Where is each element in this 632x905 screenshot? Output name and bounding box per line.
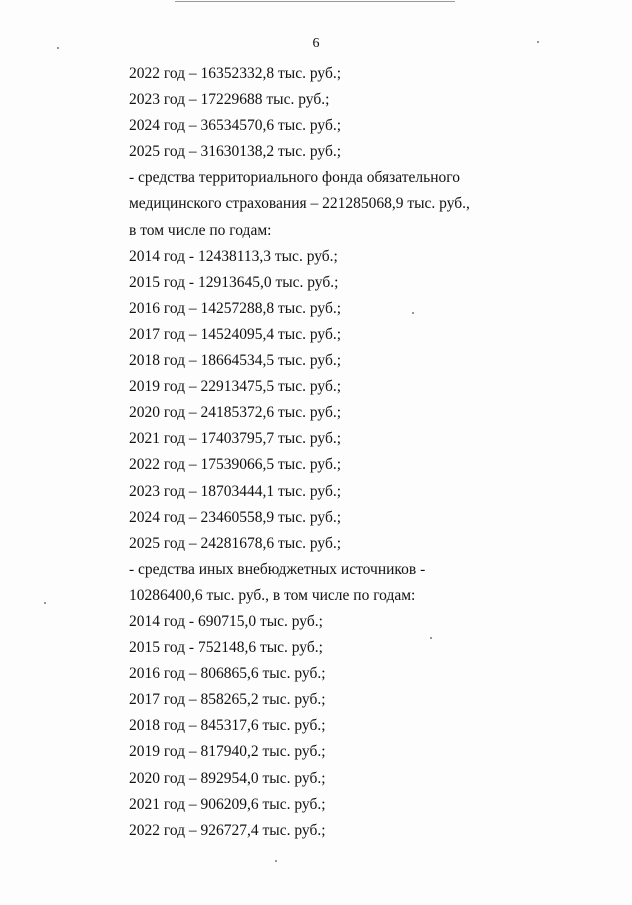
top-scan-edge <box>175 1 455 2</box>
funding-list <box>129 66 569 849</box>
text-line: 2017 год – 858265,2 тыс. руб.; <box>129 691 326 709</box>
text-line: 2020 год – 892954,0 тыс. руб.; <box>129 769 326 787</box>
text-line: 2023 год – 18703444,1 тыс. руб.; <box>129 482 342 500</box>
scan-speck <box>275 860 277 862</box>
text-line: в том числе по годам: <box>129 221 272 239</box>
text-line: 2014 год - 12438113,3 тыс. руб.; <box>129 247 338 265</box>
text-line: 2024 год – 23460558,9 тыс. руб.; <box>129 508 342 526</box>
text-line: 2021 год – 17403795,7 тыс. руб.; <box>129 430 342 448</box>
text-line: медицинского страхования – 221285068,9 тыс. руб., <box>129 195 470 213</box>
text-line: 2025 год – 31630138,2 тыс. руб.; <box>129 143 342 161</box>
scan-speck <box>44 602 46 604</box>
text-line: 2018 год – 18664534,5 тыс. руб.; <box>129 352 342 370</box>
text-line: 2020 год – 24185372,6 тыс. руб.; <box>129 404 342 422</box>
text-line: 2015 год - 12913645,0 тыс. руб.; <box>129 273 339 291</box>
scan-speck <box>537 41 539 43</box>
text-line: 2022 год – 16352332,8 тыс. руб.; <box>129 65 342 82</box>
text-line: 2022 год – 17539066,5 тыс. руб.; <box>129 456 342 474</box>
text-line: 2019 год – 817940,2 тыс. руб.; <box>129 743 326 761</box>
text-line: 2019 год – 22913475,5 тыс. руб.; <box>129 378 342 396</box>
text-line: 2017 год – 14524095,4 тыс. руб.; <box>129 325 342 343</box>
page-number: 6 <box>312 36 320 51</box>
text-line: 2014 год - 690715,0 тыс. руб.; <box>129 612 323 630</box>
scan-speck <box>430 637 432 639</box>
text-line: - средства иных внебюджетных источников - <box>129 560 426 578</box>
text-line: 2025 год – 24281678,6 тыс. руб.; <box>129 534 342 552</box>
text-line: - средства территориального фонда обязательного <box>129 169 460 187</box>
text-line: 2016 год – 14257288,8 тыс. руб.; <box>129 299 342 317</box>
text-line: 2015 год - 752148,6 тыс. руб.; <box>129 639 323 657</box>
text-line: 2022 год – 926727,4 тыс. руб.; <box>129 821 326 839</box>
text-line: 10286400,6 тыс. руб., в том числе по годам: <box>129 586 416 604</box>
text-line: 2024 год – 36534570,6 тыс. руб.; <box>129 117 342 135</box>
scan-speck <box>57 47 59 49</box>
text-line: 2021 год – 906209,6 тыс. руб.; <box>129 795 326 813</box>
text-line: 2023 год – 17229688 тыс. руб.; <box>129 91 330 109</box>
scan-speck <box>412 312 414 314</box>
text-line: 2016 год – 806865,6 тыс. руб.; <box>129 665 326 683</box>
text-line: 2018 год – 845317,6 тыс. руб.; <box>129 717 326 735</box>
